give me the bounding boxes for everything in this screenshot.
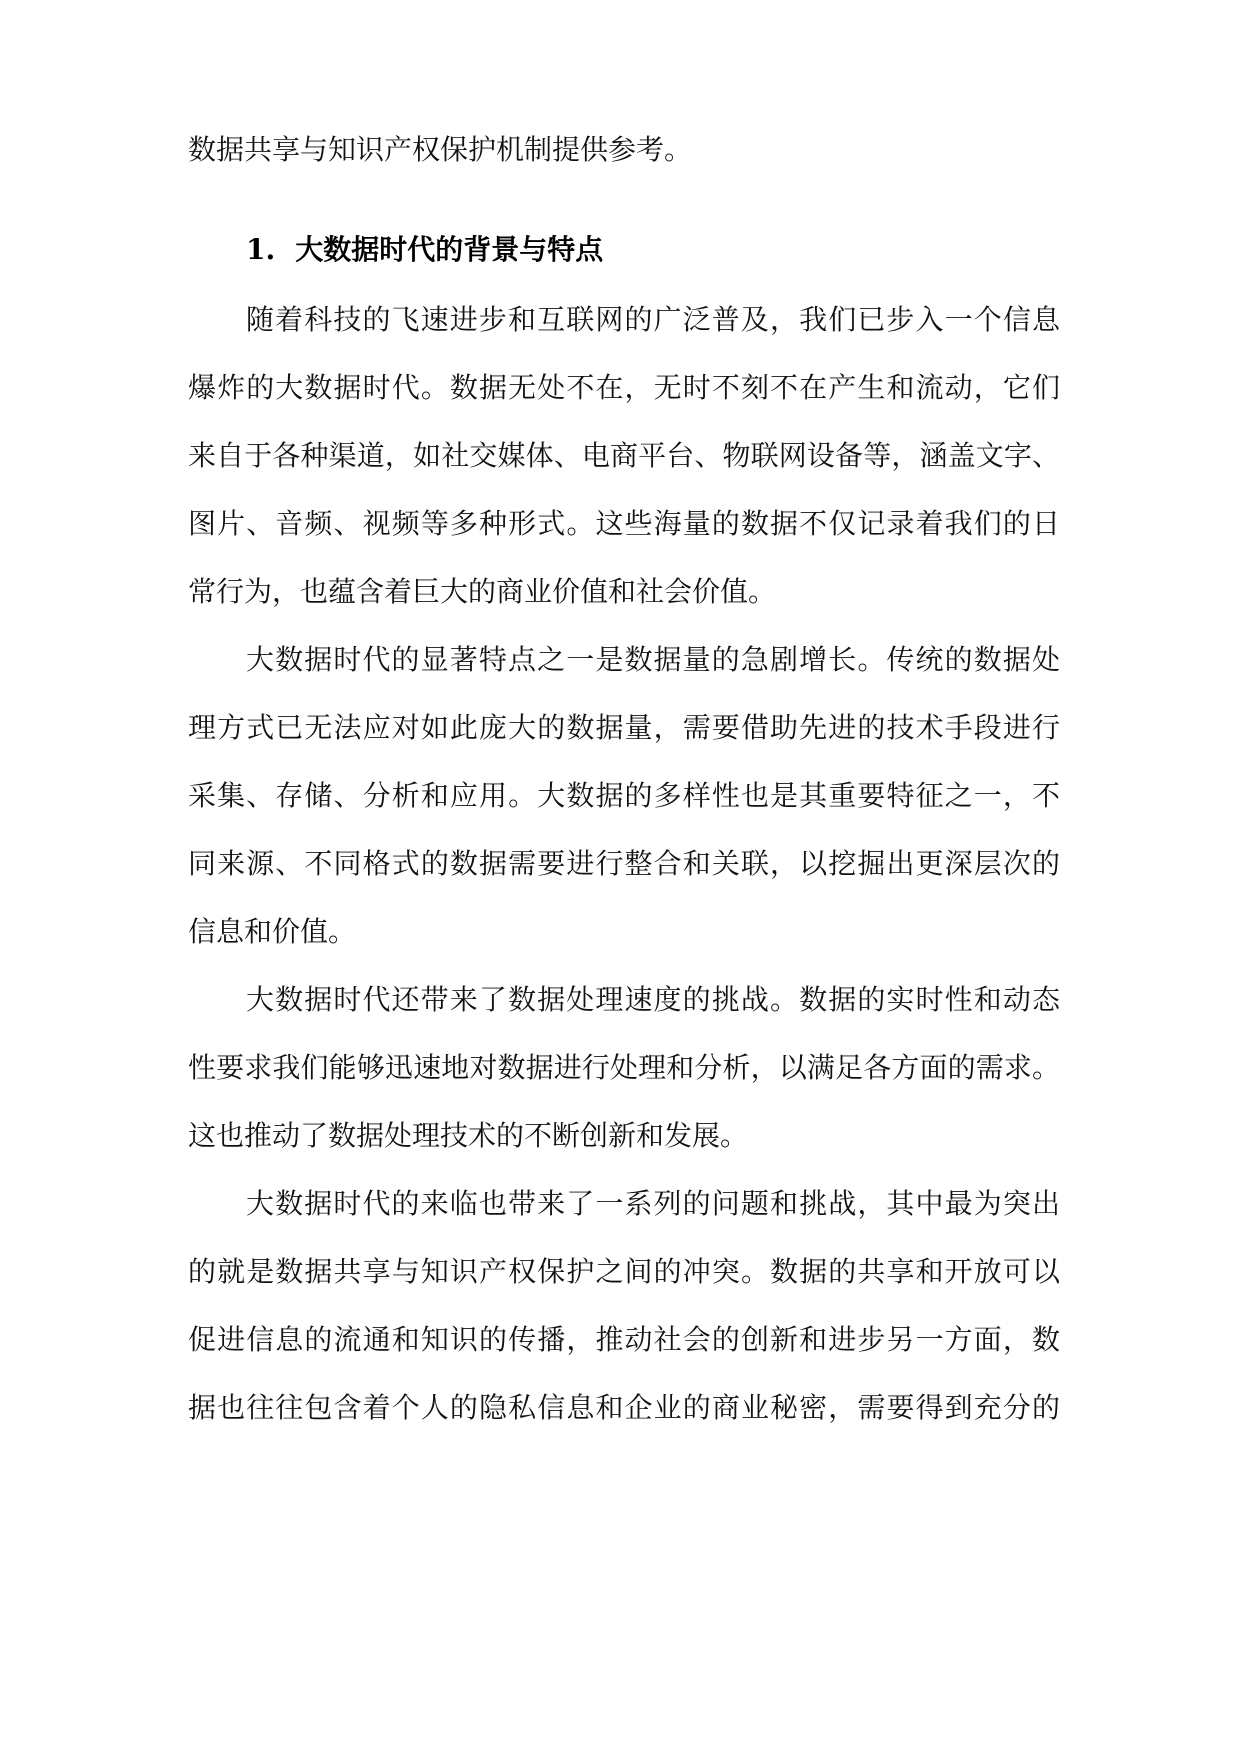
paragraph-line: 图片、音频、视频等多种形式。这些海量的数据不仅记录着我们的日 <box>188 507 1060 540</box>
paragraph-line: 这也推动了数据处理技术的不断创新和发展。 <box>188 1119 749 1152</box>
paragraph-line: 大数据时代的显著特点之一是数据量的急剧增长。传统的数据处 <box>246 643 1060 676</box>
paragraph-line: 大数据时代还带来了数据处理速度的挑战。数据的实时性和动态 <box>246 983 1060 1016</box>
paragraph-line: 采集、存储、分析和应用。大数据的多样性也是其重要特征之一，不 <box>188 779 1060 812</box>
section-heading <box>246 228 603 272</box>
paragraph-line: 理方式已无法应对如此庞大的数据量，需要借助先进的技术手段进行 <box>188 711 1060 744</box>
paragraph-line: 常行为，也蕴含着巨大的商业价值和社会价值。 <box>188 575 777 608</box>
paragraph-line: 的就是数据共享与知识产权保护之间的冲突。数据的共享和开放可以 <box>188 1255 1060 1288</box>
paragraph-line: 信息和价值。 <box>188 915 357 948</box>
paragraph-line: 据也往往包含着个人的隐私信息和企业的商业秘密，需要得到充分的 <box>188 1391 1060 1424</box>
intro-tail-line: 数据共享与知识产权保护机制提供参考。 <box>188 133 693 166</box>
paragraph-line: 大数据时代的来临也带来了一系列的问题和挑战，其中最为突出 <box>246 1187 1060 1220</box>
paragraph-line: 来自于各种渠道，如社交媒体、电商平台、物联网设备等，涵盖文字、 <box>188 439 1060 472</box>
paragraph-line: 爆炸的大数据时代。数据无处不在，无时不刻不在产生和流动，它们 <box>188 371 1060 404</box>
paragraph-line: 同来源、不同格式的数据需要进行整合和关联，以挖掘出更深层次的 <box>188 847 1060 880</box>
paragraph-line: 随着科技的飞速进步和互联网的广泛普及，我们已步入一个信息 <box>246 303 1060 336</box>
paragraph-line: 性要求我们能够迅速地对数据进行处理和分析，以满足各方面的需求。 <box>188 1051 1060 1084</box>
paragraph-line: 促进信息的流通和知识的传播，推动社会的创新和进步另一方面，数 <box>188 1323 1060 1356</box>
section-title: 大数据时代的背景与特点 <box>295 233 604 266</box>
section-number: 1. <box>246 233 276 266</box>
